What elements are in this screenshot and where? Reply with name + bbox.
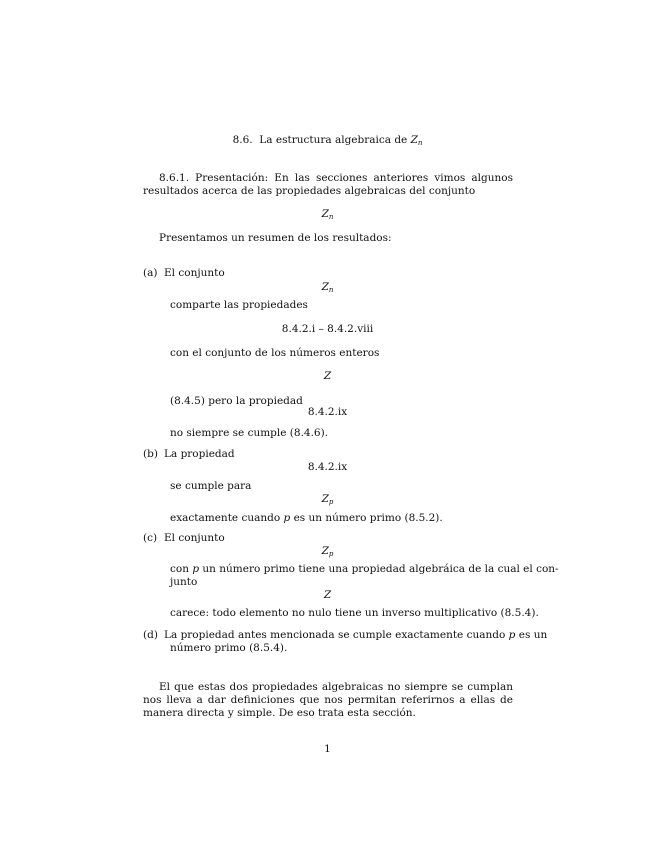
- symbol-z: Z: [321, 493, 329, 505]
- item-a-prop: 8.4.2.ix: [307, 406, 348, 418]
- symbol-p: p: [328, 550, 334, 558]
- symbol-n: n: [328, 286, 334, 294]
- item-a-line5: no siempre se cumple (8.4.6).: [170, 427, 329, 439]
- display-zp-b: [0, 493, 655, 506]
- item-c-line2-post: un número primo tiene una propiedad algebráica de la cual el con-: [202, 563, 559, 575]
- item-a-line2: comparte las propiedades: [170, 299, 308, 311]
- item-c-line2: [170, 563, 559, 576]
- item-c-line2-pre: con: [170, 563, 189, 575]
- display-z-a: [0, 370, 655, 383]
- symbol-z: Z: [321, 545, 329, 557]
- item-a-line4: (8.4.5) pero la propiedad: [170, 395, 303, 407]
- symbol-z: Z: [321, 281, 329, 293]
- item-c-line2-cont: junto: [170, 576, 198, 588]
- symbol-z: Z: [321, 208, 329, 220]
- symbol-z: Z: [323, 589, 332, 601]
- item-b-line3-post: es un número primo (8.5.2).: [293, 512, 443, 524]
- symbol-p: p: [192, 563, 200, 575]
- item-a-marker: (a): [143, 267, 158, 279]
- symbol-p: p: [328, 498, 334, 506]
- item-d-text-post: es un: [518, 629, 548, 641]
- display-zp-c: [0, 545, 655, 558]
- summary-line: Presentamos un resumen de los resultados:: [159, 232, 392, 244]
- item-b-line3: [170, 512, 443, 525]
- section-subscript: n: [417, 139, 423, 147]
- section-title: [0, 134, 655, 147]
- item-a-line3: con el conjunto de los números enteros: [170, 347, 380, 359]
- section-title-text: La estructura algebraica de: [259, 134, 408, 146]
- symbol-p: p: [283, 512, 291, 524]
- item-c-marker: (c): [143, 532, 158, 544]
- item-a-range: 8.4.2.i – 8.4.2.viii: [281, 323, 374, 335]
- item-b-line1: La propiedad: [164, 448, 235, 460]
- intro-heading: 8.6.1. Presentación:: [159, 172, 269, 184]
- symbol-z: Z: [323, 370, 332, 382]
- display-zn-1: [0, 208, 655, 221]
- symbol-n: n: [328, 213, 334, 221]
- item-a-line1: El conjunto: [164, 267, 225, 279]
- item-b-line3-pre: exactamente cuando: [170, 512, 281, 524]
- item-d-text-pre: La propiedad antes mencionada se cumple exactamente cuando: [164, 629, 506, 641]
- item-d-marker: (d): [143, 629, 158, 641]
- intro-text: En las secciones anteriores vimos algunos resultados acerca de las propiedades algebraicas del conjunto: [143, 172, 513, 197]
- item-d-line2: número primo (8.5.4).: [170, 642, 288, 654]
- symbol-p: p: [508, 629, 516, 641]
- item-c-line3: carece: todo elemento no nulo tiene un inverso multiplicativo (8.5.4).: [170, 607, 539, 619]
- section-symbol: Z: [410, 134, 418, 146]
- display-z-c: [0, 589, 655, 602]
- item-c-line1: El conjunto: [164, 532, 225, 544]
- item-d-line1: [164, 629, 548, 642]
- item-b-prop: 8.4.2.ix: [307, 461, 348, 473]
- page-number: 1: [324, 743, 331, 755]
- item-b-line2: se cumple para: [170, 480, 252, 492]
- intro-paragraph: [143, 172, 513, 198]
- closing-paragraph: El que estas dos propiedades algebraicas no siempre se cumplan nos lleva a dar definiciones que nos permitan referirnos a ellas de manera directa y simple. De eso trata esta sección.: [143, 681, 513, 719]
- item-b-marker: (b): [143, 448, 158, 460]
- section-number: 8.6.: [232, 134, 253, 146]
- display-zn-a: [0, 281, 655, 294]
